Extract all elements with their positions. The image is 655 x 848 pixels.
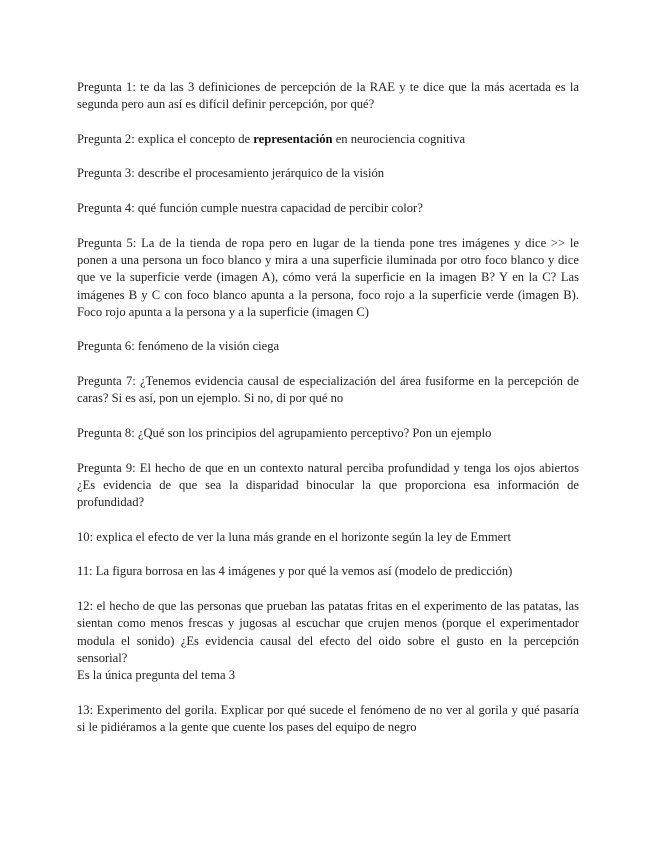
question-5: Pregunta 5: La de la tienda de ropa pero en lugar de la tienda pone tres imágenes y dice >> le ponen a una persona un foco blanco y mira a una superficie iluminada por otro foco blanco y dice que ve la superficie verde (imagen A), cómo verá la superficie en la imagen B? Y en la C? Las imágenes B y C con foco blanco apunta a la persona, foco rojo a la superficie verde (imagen B). Foco rojo apunta a la persona y a la superficie (imagen C) [77,235,579,319]
question-11: 11: La figura borrosa en las 4 imágenes y por qué la vemos así (modelo de predicción) [77,564,513,579]
question-2 [77,131,579,148]
question-2-bold-term: representación [253,131,333,146]
question-8: Pregunta 8: ¿Qué son los principios del agrupamiento perceptivo? Pon un ejemplo [77,425,492,440]
question-7: Pregunta 7: ¿Tenemos evidencia causal de especialización del área fusiforme en la percepción de caras? Si es así, pon un ejemplo. Si no, di por qué no [77,374,579,406]
question-4: Pregunta 4: qué función cumple nuestra capacidad de percibir color? [77,201,423,216]
question-9: Pregunta 9: El hecho de que en un contexto natural perciba profundidad y tenga los ojos abiertos ¿Es evidencia de que sea la disparidad binocular la que proporciona esa información de profundidad? [77,460,579,510]
question-6: Pregunta 6: fenómeno de la visión ciega [77,339,280,354]
question-10: 10: explica el efecto de ver la luna más grande en el horizonte según la ley de Emmert [77,529,511,544]
question-12-text: 12: el hecho de que las personas que prueban las patatas fritas en el experimento de las patatas, las sientan como menos frescas y jugosas al escuchar que crujen menos (porque el experimentador modula el sonido) ¿Es evidencia causal del efecto del oido sobre el gusto en la percepción sensorial? [77,598,579,665]
document-page [77,79,579,754]
question-1: Pregunta 1: te da las 3 definiciones de percepción de la RAE y te dice que la más acertada es la segunda pero aun así es difícil definir percepción, por qué? [77,80,579,112]
question-2-suffix: en neurociencia cognitiva [332,131,466,146]
question-3: Pregunta 3: describe el procesamiento jerárquico de la visión [77,166,385,181]
question-12 [77,598,579,684]
question-13: 13: Experimento del gorila. Explicar por qué sucede el fenómeno de no ver al gorila y qué pasaría si le pidiéramos a la gente que cuente los pases del equipo de negro [77,702,579,734]
question-2-prefix: Pregunta 2: explica el concepto de [77,131,254,146]
question-12-note: Es la única pregunta del tema 3 [77,668,236,683]
